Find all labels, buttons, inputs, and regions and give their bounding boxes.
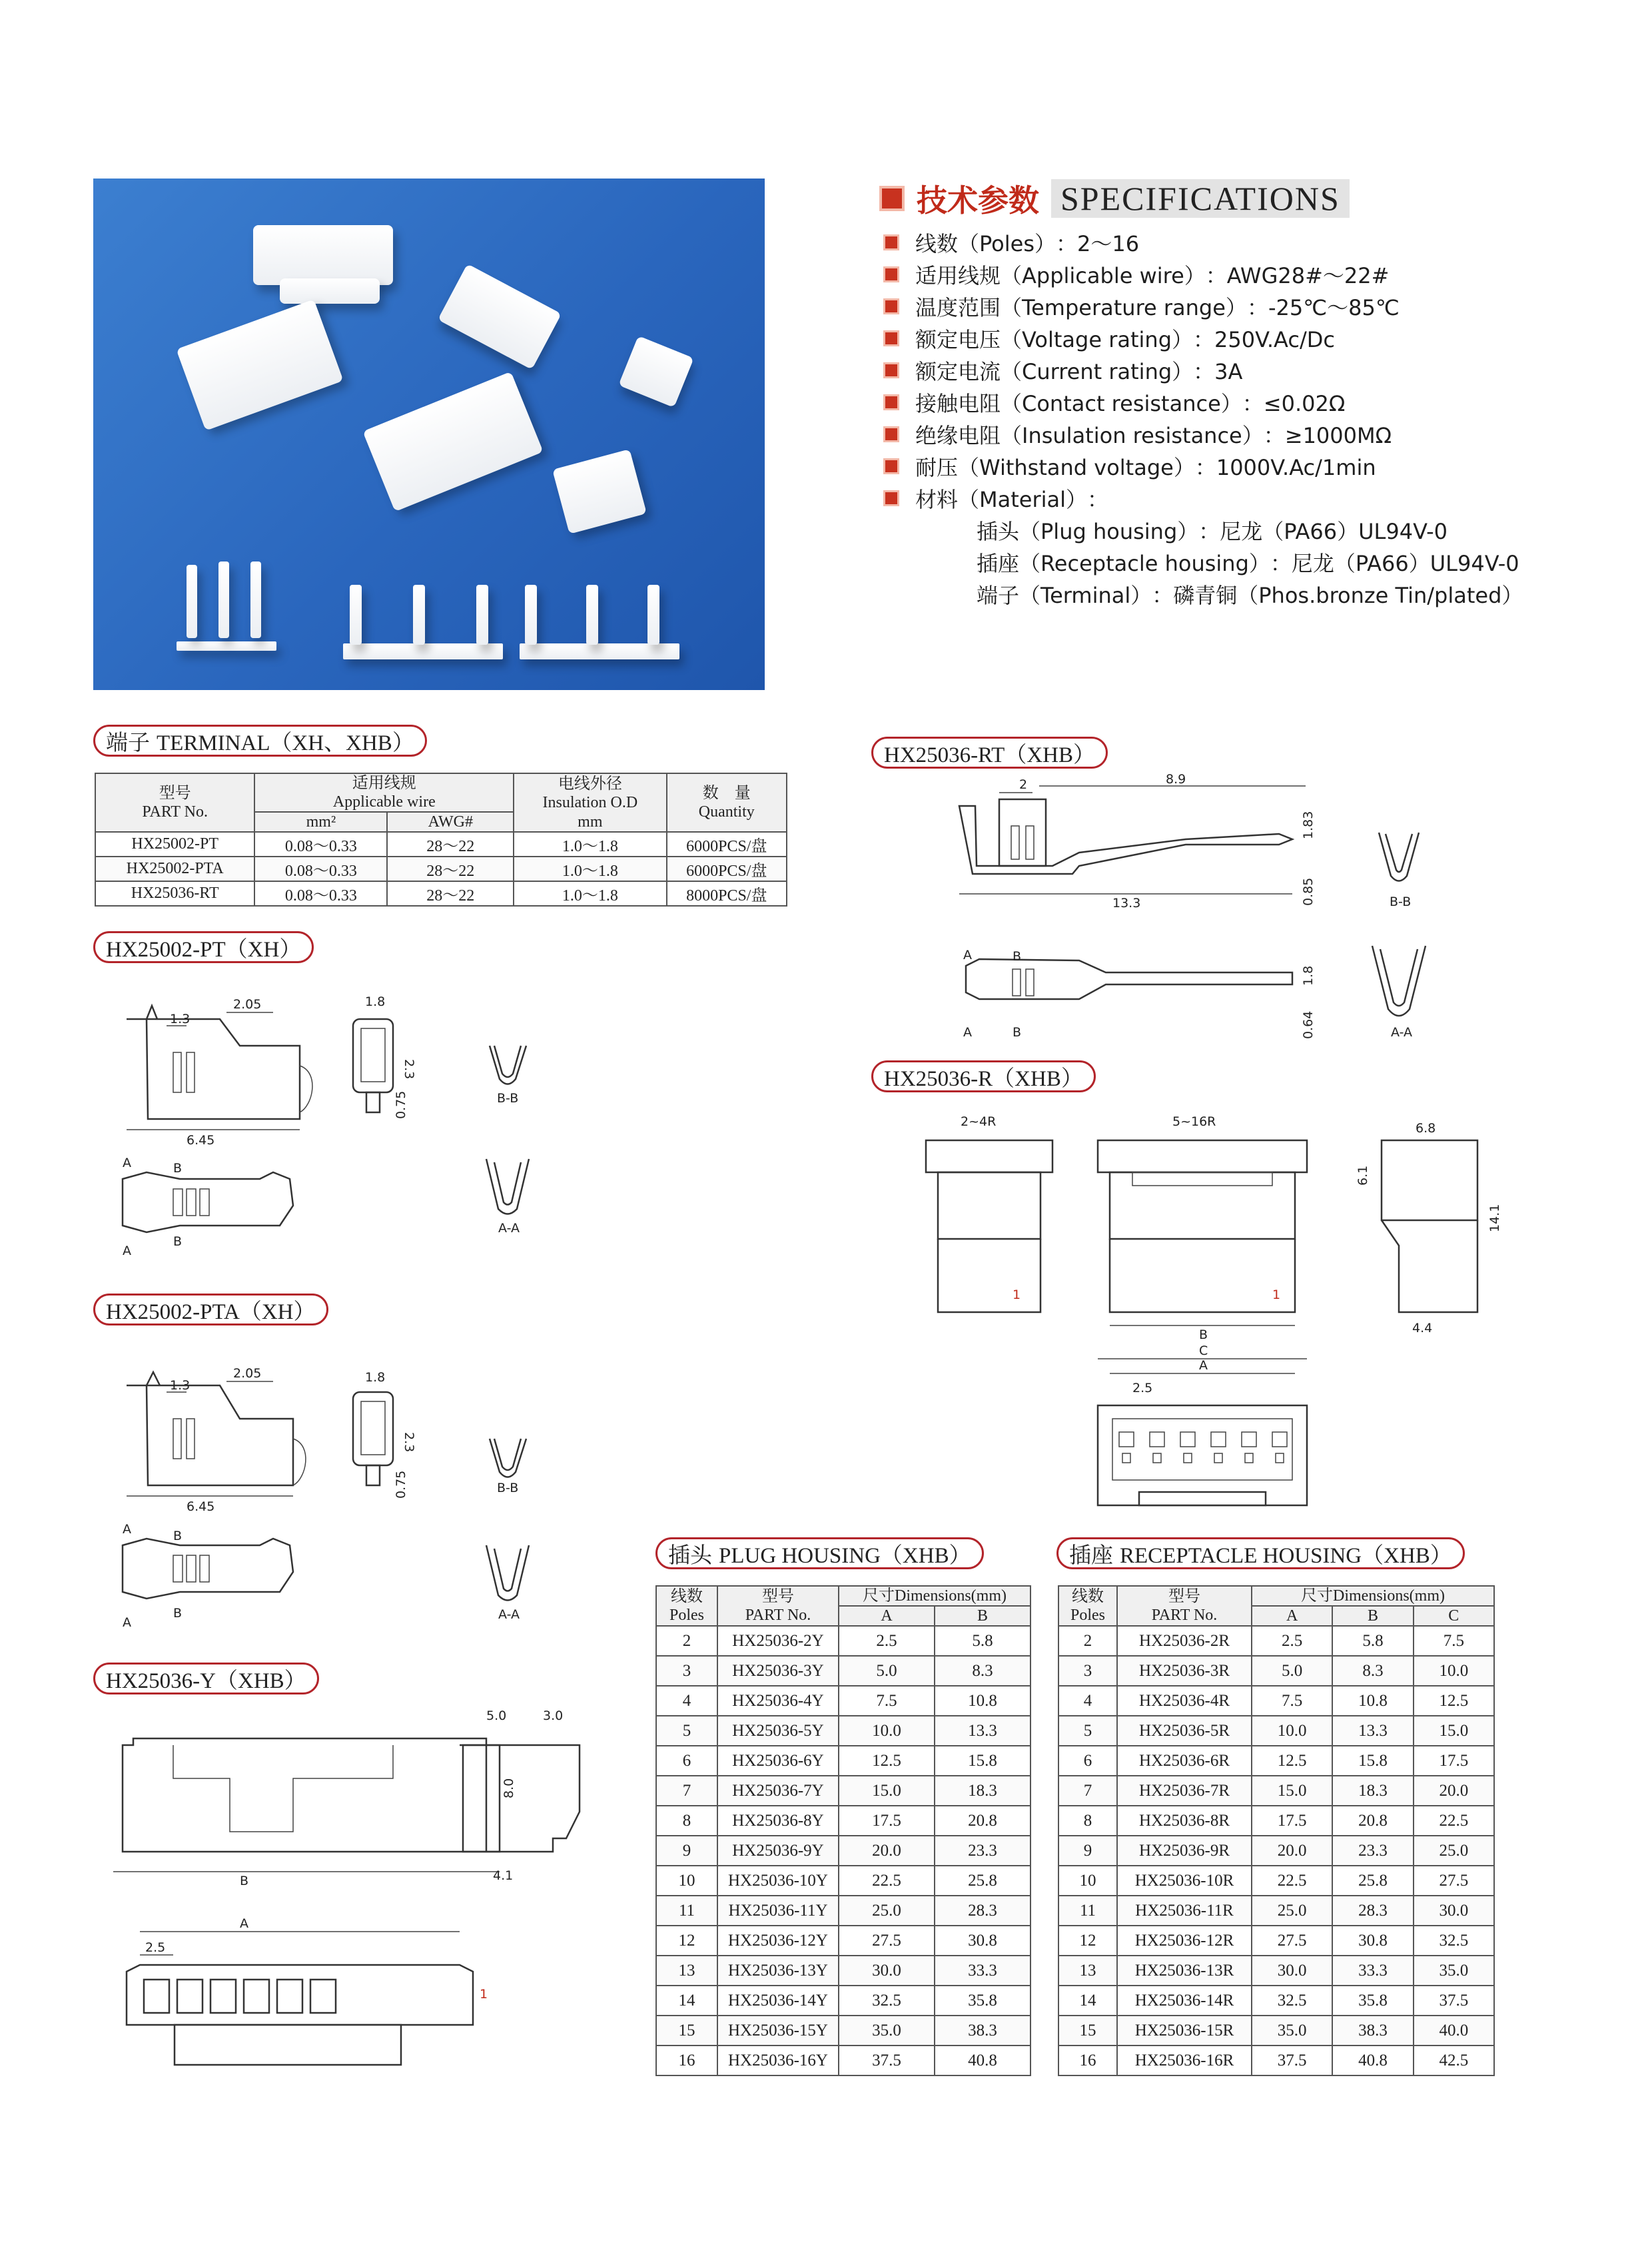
table-cell: 2 xyxy=(656,1626,717,1656)
spec-material-item: 插头（Plug housing） ：尼龙（PA66）UL94V-0 xyxy=(977,519,1448,544)
svg-text:A: A xyxy=(963,948,972,962)
table-row xyxy=(656,1686,1031,1716)
table-cell: 12.5 xyxy=(1414,1686,1494,1716)
table-cell: 13 xyxy=(656,1956,717,1986)
table-cell: HX25036-8R xyxy=(1117,1806,1252,1836)
svg-text:1.8: 1.8 xyxy=(365,994,386,1009)
svg-text:0.75: 0.75 xyxy=(394,1090,408,1119)
table-cell: HX25036-7R xyxy=(1117,1776,1252,1806)
table-cell: 30.0 xyxy=(1414,1896,1494,1926)
col-header-a: A xyxy=(1252,1606,1332,1626)
table-cell: 28.3 xyxy=(935,1896,1031,1926)
table-cell: 30.8 xyxy=(1332,1926,1413,1956)
svg-text:B: B xyxy=(173,1161,183,1176)
table-row xyxy=(1058,1806,1494,1836)
table-cell: 25.0 xyxy=(1252,1896,1332,1926)
table-cell: 12.5 xyxy=(1252,1746,1332,1776)
table-cell: 27.5 xyxy=(1414,1866,1494,1896)
col-header-a: A xyxy=(839,1606,935,1626)
table-cell: HX25036-9R xyxy=(1117,1836,1252,1866)
table-row xyxy=(656,1716,1031,1746)
svg-text:B: B xyxy=(1013,949,1022,964)
table-cell: 23.3 xyxy=(1332,1836,1413,1866)
rt-terminal-drawing xyxy=(946,773,1492,1052)
col-header-dimensions: 尺寸Dimensions(mm) xyxy=(1252,1586,1494,1606)
connector-housing-image xyxy=(618,336,693,408)
specifications-title xyxy=(879,179,1350,218)
table-cell: 5 xyxy=(656,1716,717,1746)
svg-text:2~4R: 2~4R xyxy=(961,1114,997,1129)
receptacle-table-body xyxy=(1058,1626,1494,2075)
table-cell: 17.5 xyxy=(839,1806,935,1836)
svg-text:A: A xyxy=(240,1916,248,1931)
table-row xyxy=(1058,1956,1494,1986)
terminal-table xyxy=(95,773,787,907)
table-cell: 20.0 xyxy=(839,1836,935,1866)
col-header-qty: 数 量 Quantity xyxy=(667,773,787,832)
table-cell: HX25036-5R xyxy=(1117,1716,1252,1746)
table-cell: 15.0 xyxy=(1252,1776,1332,1806)
table-cell: 16 xyxy=(656,2046,717,2075)
table-cell: 5.8 xyxy=(935,1626,1031,1656)
svg-text:A-A: A-A xyxy=(498,1607,520,1622)
table-cell: 12.5 xyxy=(839,1746,935,1776)
table-cell: 20.8 xyxy=(935,1806,1031,1836)
table-cell: 5.0 xyxy=(839,1656,935,1686)
svg-text:6.45: 6.45 xyxy=(187,1499,215,1514)
r-receptacle-drawing xyxy=(919,1099,1519,1512)
col-header-awg: AWG# xyxy=(387,812,514,832)
table-cell: 35.0 xyxy=(1252,2016,1332,2046)
table-row xyxy=(656,2046,1031,2075)
table-cell: 10.0 xyxy=(839,1716,935,1746)
svg-text:13.3: 13.3 xyxy=(1112,896,1141,911)
table-cell: HX25036-9Y xyxy=(717,1836,839,1866)
table-cell: HX25036-3R xyxy=(1117,1656,1252,1686)
table-cell: 25.0 xyxy=(839,1896,935,1926)
product-photo xyxy=(93,179,765,690)
table-cell: 20.0 xyxy=(1252,1836,1332,1866)
table-cell: 23.3 xyxy=(935,1836,1031,1866)
table-row xyxy=(656,1956,1031,1986)
svg-text:B: B xyxy=(240,1874,249,1888)
table-cell: 9 xyxy=(1058,1836,1117,1866)
terminal-strip-image xyxy=(343,643,503,659)
y-plug-drawing xyxy=(113,1705,613,2078)
terminal-strip-image xyxy=(520,643,679,659)
bullet-square-icon xyxy=(879,186,905,211)
table-cell: 14 xyxy=(656,1986,717,2016)
spec-item: 材料（Material） ： xyxy=(883,482,1589,514)
connector-housing-image xyxy=(362,372,543,512)
table-cell: HX25036-10Y xyxy=(717,1866,839,1896)
plug-table-body xyxy=(656,1626,1031,2075)
table-cell: 27.5 xyxy=(1252,1926,1332,1956)
table-cell: 15.0 xyxy=(839,1776,935,1806)
plug-housing-table xyxy=(655,1585,1031,2076)
svg-text:A-A: A-A xyxy=(498,1221,520,1236)
svg-text:14.1: 14.1 xyxy=(1487,1204,1502,1232)
table-cell: 4 xyxy=(656,1686,717,1716)
svg-text:2.5: 2.5 xyxy=(145,1940,166,1955)
table-row xyxy=(1058,1836,1494,1866)
connector-housing-image xyxy=(552,449,647,534)
table-cell: 20.8 xyxy=(1332,1806,1413,1836)
table-cell: 8 xyxy=(1058,1806,1117,1836)
table-cell: 10.8 xyxy=(1332,1686,1413,1716)
spec-item: 线数（Poles） ：2～16 xyxy=(883,226,1589,258)
table-cell: 35.0 xyxy=(839,2016,935,2046)
col-header-poles: 线数 Poles xyxy=(1058,1586,1117,1626)
svg-text:5.0: 5.0 xyxy=(486,1708,507,1723)
table-cell: HX25036-6R xyxy=(1117,1746,1252,1776)
table-cell: 33.3 xyxy=(1332,1956,1413,1986)
table-row xyxy=(1058,1686,1494,1716)
svg-text:A: A xyxy=(123,1615,131,1630)
col-header-mm2: mm² xyxy=(254,812,387,832)
table-cell: 7.5 xyxy=(1252,1686,1332,1716)
svg-text:B: B xyxy=(173,1234,183,1249)
svg-text:0.85: 0.85 xyxy=(1301,877,1316,906)
table-cell: 40.0 xyxy=(1414,2016,1494,2046)
table-cell: 6 xyxy=(1058,1746,1117,1776)
table-row xyxy=(656,1986,1031,2016)
table-cell: 40.8 xyxy=(1332,2046,1413,2075)
bullet-square-icon xyxy=(883,394,899,410)
col-header-b: B xyxy=(935,1606,1031,1626)
bullet-square-icon xyxy=(883,266,899,282)
spec-material-item: 端子（Terminal） ：磷青铜（Phos.bronze Tin/plated） xyxy=(977,583,1523,608)
table-cell: 5.8 xyxy=(1332,1626,1413,1656)
table-cell: 22.5 xyxy=(1414,1806,1494,1836)
table-row xyxy=(656,1626,1031,1656)
svg-text:A: A xyxy=(1199,1358,1208,1373)
table-cell: 33.3 xyxy=(935,1956,1031,1986)
receptacle-housing-table xyxy=(1058,1585,1495,2076)
table-cell: HX25036-14R xyxy=(1117,1986,1252,2016)
table-cell: 27.5 xyxy=(839,1926,935,1956)
table-cell: 7.5 xyxy=(1414,1626,1494,1656)
svg-text:1.8: 1.8 xyxy=(365,1370,386,1385)
table-cell: 11 xyxy=(1058,1896,1117,1926)
table-cell: 17.5 xyxy=(1414,1746,1494,1776)
connector-housing-image xyxy=(438,264,562,370)
table-cell: 38.3 xyxy=(935,2016,1031,2046)
spec-item: 接触电阻（Contact resistance） ：≤0.02Ω xyxy=(883,386,1589,418)
table-cell: 10 xyxy=(656,1866,717,1896)
table-cell: HX25036-4R xyxy=(1117,1686,1252,1716)
table-cell: HX25036-15R xyxy=(1117,2016,1252,2046)
table-cell: 14 xyxy=(1058,1986,1117,2016)
table-cell: HX25036-11Y xyxy=(717,1896,839,1926)
spec-title-cn: 技术参数 xyxy=(917,183,1039,218)
table-cell: 25.0 xyxy=(1414,1836,1494,1866)
svg-text:1: 1 xyxy=(1013,1288,1021,1302)
table-cell: 9 xyxy=(656,1836,717,1866)
bullet-square-icon xyxy=(883,330,899,346)
table-row: HX25002-PTA 0.08～0.33 28～22 1.0～1.8 6000PCS/盘 xyxy=(95,857,787,881)
table-cell: 40.8 xyxy=(935,2046,1031,2075)
connector-housing-image xyxy=(176,299,343,430)
table-row xyxy=(1058,1626,1494,1656)
svg-text:6.1: 6.1 xyxy=(1356,1165,1370,1186)
svg-text:3.0: 3.0 xyxy=(543,1708,564,1723)
spec-material-item: 插座（Receptacle housing） ：尼龙（PA66）UL94V-0 xyxy=(977,551,1519,576)
spec-list xyxy=(883,226,1589,610)
svg-text:A: A xyxy=(123,1244,131,1258)
col-header-wire: 适用线规 Applicable wire xyxy=(254,773,514,812)
table-cell: 10.8 xyxy=(935,1686,1031,1716)
svg-text:1.3: 1.3 xyxy=(170,1012,191,1026)
table-cell: 7.5 xyxy=(839,1686,935,1716)
table-cell: 15.0 xyxy=(1414,1716,1494,1746)
svg-text:C: C xyxy=(1199,1343,1208,1358)
table-cell: 10.0 xyxy=(1252,1716,1332,1746)
pt-terminal-drawing xyxy=(100,979,566,1279)
svg-text:1: 1 xyxy=(480,1987,488,2002)
table-cell: 16 xyxy=(1058,2046,1117,2075)
table-cell: 15 xyxy=(1058,2016,1117,2046)
bullet-square-icon xyxy=(883,234,899,250)
table-row xyxy=(656,1656,1031,1686)
table-cell: 42.5 xyxy=(1414,2046,1494,2075)
table-cell: 7 xyxy=(1058,1776,1117,1806)
table-cell: 30.0 xyxy=(839,1956,935,1986)
svg-text:1.83: 1.83 xyxy=(1301,811,1316,839)
table-cell: 35.0 xyxy=(1414,1956,1494,1986)
svg-text:2.3: 2.3 xyxy=(402,1432,416,1453)
table-cell: 25.8 xyxy=(935,1866,1031,1896)
table-cell: 25.8 xyxy=(1332,1866,1413,1896)
table-row xyxy=(1058,1986,1494,2016)
col-header-c: C xyxy=(1414,1606,1494,1626)
svg-text:A: A xyxy=(963,1025,972,1040)
table-cell: 30.0 xyxy=(1252,1956,1332,1986)
bullet-square-icon xyxy=(883,298,899,314)
spec-item: 额定电压（Voltage rating） ：250V.Ac/Dc xyxy=(883,322,1589,354)
table-cell: 5.0 xyxy=(1252,1656,1332,1686)
pt-drawing-label: HX25002-PT（XH） xyxy=(93,931,314,963)
svg-text:2.05: 2.05 xyxy=(233,997,262,1012)
table-cell: HX25036-2Y xyxy=(717,1626,839,1656)
table-cell: HX25036-8Y xyxy=(717,1806,839,1836)
svg-text:B: B xyxy=(173,1606,183,1621)
table-cell: 5 xyxy=(1058,1716,1117,1746)
table-cell: 7 xyxy=(656,1776,717,1806)
svg-text:4.4: 4.4 xyxy=(1412,1321,1433,1335)
table-cell: 37.5 xyxy=(839,2046,935,2075)
table-cell: 2.5 xyxy=(1252,1626,1332,1656)
svg-text:2.5: 2.5 xyxy=(1132,1381,1153,1395)
svg-text:0.64: 0.64 xyxy=(1301,1010,1316,1039)
svg-text:8.9: 8.9 xyxy=(1166,772,1186,787)
table-row xyxy=(656,1746,1031,1776)
table-cell: 35.8 xyxy=(1332,1986,1413,2016)
table-cell: HX25036-5Y xyxy=(717,1716,839,1746)
table-row xyxy=(1058,1866,1494,1896)
table-cell: HX25036-15Y xyxy=(717,2016,839,2046)
bullet-square-icon xyxy=(883,426,899,442)
spec-item: 耐压（Withstand voltage） ：1000V.Ac/1min xyxy=(883,450,1589,482)
col-header-poles: 线数 Poles xyxy=(656,1586,717,1626)
table-cell: 17.5 xyxy=(1252,1806,1332,1836)
spec-item: 绝缘电阻（Insulation resistance） ：≥1000MΩ xyxy=(883,418,1589,450)
col-header-dimensions: 尺寸Dimensions(mm) xyxy=(839,1586,1031,1606)
bullet-square-icon xyxy=(883,490,899,506)
table-cell: HX25036-16Y xyxy=(717,2046,839,2075)
table-cell: HX25036-10R xyxy=(1117,1866,1252,1896)
col-header-part: 型号 PART No. xyxy=(95,773,254,832)
pta-terminal-drawing xyxy=(100,1365,566,1645)
svg-text:B: B xyxy=(1199,1327,1208,1342)
svg-text:2: 2 xyxy=(1019,777,1028,792)
table-cell: HX25036-14Y xyxy=(717,1986,839,2016)
table-cell: 13.3 xyxy=(935,1716,1031,1746)
svg-text:4.1: 4.1 xyxy=(493,1868,514,1883)
table-cell: 32.5 xyxy=(1252,1986,1332,2016)
plug-section-label: 插头 PLUG HOUSING（XHB） xyxy=(655,1537,984,1569)
table-cell: 37.5 xyxy=(1414,1986,1494,2016)
col-header-part: 型号 PART No. xyxy=(1117,1586,1252,1626)
pta-drawing-label: HX25002-PTA（XH） xyxy=(93,1294,328,1325)
table-row xyxy=(656,1866,1031,1896)
terminal-section-label: 端子 TERMINAL（XH、XHB） xyxy=(93,725,427,757)
table-cell: HX25036-13Y xyxy=(717,1956,839,1986)
svg-text:A: A xyxy=(123,1156,131,1170)
table-cell: 18.3 xyxy=(935,1776,1031,1806)
table-cell: 32.5 xyxy=(1414,1926,1494,1956)
svg-text:6.45: 6.45 xyxy=(187,1133,215,1148)
col-header-od: 电线外径 Insulation O.D xyxy=(514,773,666,812)
svg-text:B-B: B-B xyxy=(1390,895,1412,909)
table-row xyxy=(1058,1716,1494,1746)
table-cell: 12 xyxy=(656,1926,717,1956)
svg-text:5~16R: 5~16R xyxy=(1172,1114,1216,1129)
table-cell: 22.5 xyxy=(1252,1866,1332,1896)
table-cell: 12 xyxy=(1058,1926,1117,1956)
svg-text:A-A: A-A xyxy=(1391,1025,1413,1040)
table-cell: 10 xyxy=(1058,1866,1117,1896)
table-cell: HX25036-13R xyxy=(1117,1956,1252,1986)
table-cell: 2.5 xyxy=(839,1626,935,1656)
table-cell: 28.3 xyxy=(1332,1896,1413,1926)
y-drawing-label: HX25036-Y（XHB） xyxy=(93,1663,319,1694)
table-cell: 22.5 xyxy=(839,1866,935,1896)
table-row xyxy=(656,1896,1031,1926)
table-row: HX25002-PT 0.08～0.33 28～22 1.0～1.8 6000PCS/盘 xyxy=(95,832,787,857)
table-cell: HX25036-12R xyxy=(1117,1926,1252,1956)
table-cell: HX25036-2R xyxy=(1117,1626,1252,1656)
table-cell: HX25036-4Y xyxy=(717,1686,839,1716)
table-cell: 18.3 xyxy=(1332,1776,1413,1806)
col-header-part: 型号 PART No. xyxy=(717,1586,839,1626)
table-cell: HX25036-6Y xyxy=(717,1746,839,1776)
table-cell: 38.3 xyxy=(1332,2016,1413,2046)
svg-text:B: B xyxy=(173,1529,183,1543)
table-cell: HX25036-16R xyxy=(1117,2046,1252,2075)
table-cell: 2 xyxy=(1058,1626,1117,1656)
rt-drawing-label: HX25036-RT（XHB） xyxy=(871,737,1108,769)
table-cell: 8.3 xyxy=(1332,1656,1413,1686)
table-cell: 15.8 xyxy=(1332,1746,1413,1776)
table-cell: HX25036-12Y xyxy=(717,1926,839,1956)
table-row xyxy=(656,1926,1031,1956)
spec-item: 额定电流（Current rating） ：3A xyxy=(883,354,1589,386)
table-row xyxy=(656,1836,1031,1866)
table-row xyxy=(1058,2046,1494,2075)
connector-housing-image xyxy=(253,225,393,285)
table-cell: 13 xyxy=(1058,1956,1117,1986)
r-drawing-label: HX25036-R（XHB） xyxy=(871,1060,1096,1092)
table-cell: 6 xyxy=(656,1746,717,1776)
table-row xyxy=(656,2016,1031,2046)
table-row xyxy=(1058,1896,1494,1926)
table-cell: HX25036-3Y xyxy=(717,1656,839,1686)
svg-text:1.8: 1.8 xyxy=(1301,965,1316,986)
svg-text:2.05: 2.05 xyxy=(233,1366,262,1381)
svg-text:1: 1 xyxy=(1272,1288,1281,1302)
table-cell: 11 xyxy=(656,1896,717,1926)
svg-text:A: A xyxy=(123,1522,131,1537)
table-cell: 3 xyxy=(656,1656,717,1686)
table-row xyxy=(1058,1776,1494,1806)
table-cell: 13.3 xyxy=(1332,1716,1413,1746)
spec-title-en: SPECIFICATIONS xyxy=(1051,179,1350,218)
svg-text:8.0: 8.0 xyxy=(502,1778,516,1798)
svg-text:1.3: 1.3 xyxy=(170,1378,191,1393)
table-cell: 10.0 xyxy=(1414,1656,1494,1686)
svg-text:B-B: B-B xyxy=(497,1481,519,1495)
table-row xyxy=(656,1776,1031,1806)
table-row xyxy=(1058,1656,1494,1686)
table-cell: 30.8 xyxy=(935,1926,1031,1956)
table-cell: 32.5 xyxy=(839,1986,935,2016)
bullet-square-icon xyxy=(883,362,899,378)
table-cell: 15 xyxy=(656,2016,717,2046)
table-row xyxy=(1058,2016,1494,2046)
table-cell: HX25036-11R xyxy=(1117,1896,1252,1926)
col-header-b: B xyxy=(1332,1606,1413,1626)
table-cell: 4 xyxy=(1058,1686,1117,1716)
table-cell: HX25036-7Y xyxy=(717,1776,839,1806)
svg-text:6.8: 6.8 xyxy=(1416,1121,1436,1136)
table-row xyxy=(1058,1746,1494,1776)
table-cell: 37.5 xyxy=(1252,2046,1332,2075)
spec-item: 适用线规（Applicable wire） ：AWG28#～22# xyxy=(883,258,1589,290)
table-cell: 3 xyxy=(1058,1656,1117,1686)
table-row xyxy=(656,1806,1031,1836)
bullet-square-icon xyxy=(883,458,899,474)
table-cell: 35.8 xyxy=(935,1986,1031,2016)
table-cell: 8.3 xyxy=(935,1656,1031,1686)
table-row: HX25036-RT 0.08～0.33 28～22 1.0～1.8 8000PCS/盘 xyxy=(95,881,787,906)
receptacle-section-label: 插座 RECEPTACLE HOUSING（XHB） xyxy=(1056,1537,1465,1569)
svg-text:0.75: 0.75 xyxy=(394,1470,408,1499)
table-cell: 8 xyxy=(656,1806,717,1836)
spec-item: 温度范围（Temperature range） ：-25℃～85℃ xyxy=(883,290,1589,322)
table-cell: 20.0 xyxy=(1414,1776,1494,1806)
col-header-od-mm: mm xyxy=(514,812,666,832)
svg-text:B-B: B-B xyxy=(497,1091,519,1106)
table-cell: 15.8 xyxy=(935,1746,1031,1776)
svg-text:B: B xyxy=(1013,1025,1022,1040)
svg-text:2.3: 2.3 xyxy=(402,1059,416,1080)
table-row xyxy=(1058,1926,1494,1956)
